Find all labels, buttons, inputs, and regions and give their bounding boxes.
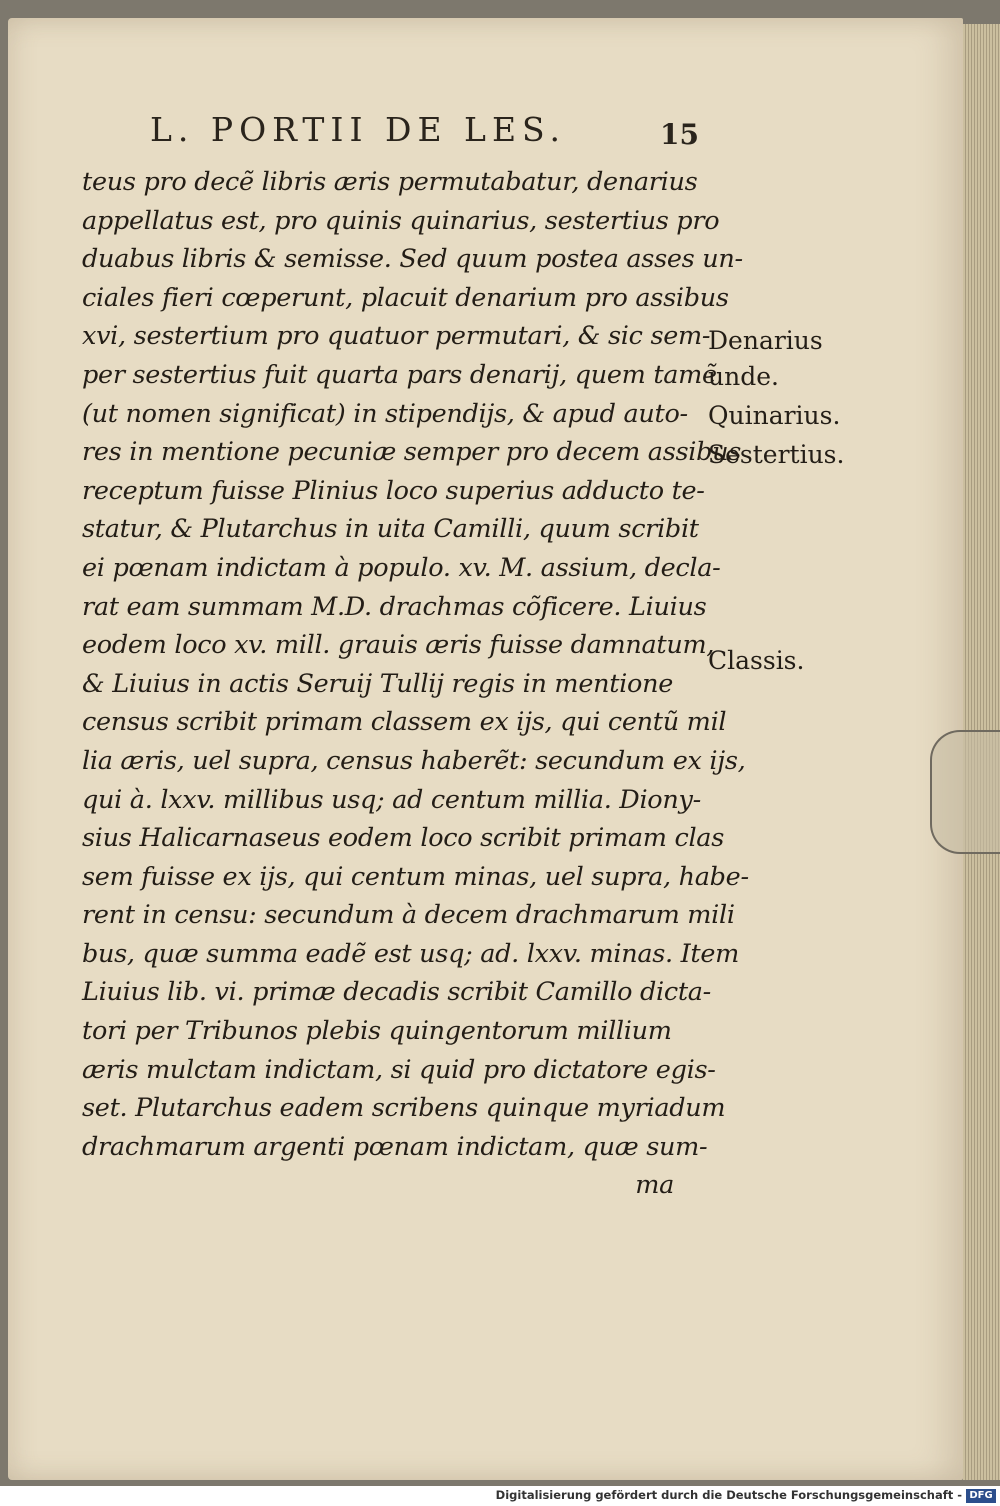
running-head: L. PORTII DE LES.	[150, 110, 566, 149]
text-line: bus, quæ summa eadẽ est usq; ad. lxxv. minas. Item	[82, 938, 740, 969]
text-line: Liuius lib. vi. primæ decadis scribit Camillo dicta-	[82, 977, 711, 1008]
catchword: ma	[635, 1170, 674, 1201]
text-line: drachmarum argenti pœnam indictam, quæ sum-	[82, 1131, 708, 1162]
text-line: & Liuius in actis Seruij Tullij regis in mentione	[82, 668, 674, 699]
text-line: per sestertius fuit quarta pars denarij, quem tamẽ	[82, 359, 717, 390]
folio-number: 15	[660, 118, 699, 151]
text-line: lia æris, uel supra, census haberẽt: secundum ex ijs,	[82, 745, 746, 776]
text-line: ciales fieri cœperunt, placuit denarium pro assibus	[82, 282, 729, 313]
text-line: set. Plutarchus eadem scribens quinque myriadum	[82, 1093, 726, 1124]
text-line: qui à. lxxv. millibus usq; ad centum millia. Diony-	[82, 784, 701, 815]
text-line: sius Halicarnaseus eodem loco scribit primam clas	[82, 823, 725, 854]
text-line: eodem loco xv. mill. grauis æris fuisse damnatum,	[82, 630, 715, 661]
text-line: rent in censu: secundum à decem drachmarum mili	[82, 900, 735, 931]
bookmark-tab	[930, 730, 1000, 854]
text-line: appellatus est, pro quinis quinarius, sestertius pro	[82, 205, 720, 236]
footer-credit: Digitalisierung gefördert durch die Deutsche Forschungsgemeinschaft -	[495, 1488, 962, 1502]
text-line: (ut nomen significat) in stipendijs, & apud auto-	[82, 398, 688, 429]
text-line: duabus libris & semisse. Sed quum postea asses un-	[82, 244, 743, 275]
margin-note-denarius: Denarius	[708, 326, 823, 355]
margin-note-sestertius: Sestertius.	[708, 440, 845, 469]
text-line: rat eam summam M.D. drachmas cõficere. Liuius	[82, 591, 707, 622]
dfg-logo: DFG	[966, 1489, 996, 1503]
text-line: sem fuisse ex ijs, qui centum minas, uel supra, habe-	[82, 861, 749, 892]
text-line: teus pro decẽ libris æris permutabatur, denarius	[82, 167, 698, 197]
text-line: æris mulctam indictam, si quid pro dictatore egis-	[82, 1054, 716, 1085]
margin-note-unde: unde.	[708, 362, 779, 391]
text-line: res in mentione pecuniæ semper pro decem assibus	[82, 437, 742, 468]
text-line: xvi, sestertium pro quatuor permutari, & sic sem-	[82, 321, 711, 352]
text-line: ei pœnam indictam à populo. xv. M. assium, decla-	[82, 552, 721, 583]
text-line: census scribit primam classem ex ijs, qui centũ mil	[82, 707, 727, 738]
text-line: tori per Tribunos plebis quingentorum millium	[82, 1016, 672, 1047]
text-line: receptum fuisse Plinius loco superius adducto te-	[82, 475, 705, 506]
margin-note-classis: Classis.	[708, 646, 805, 675]
margin-note-quinarius: Quinarius.	[708, 401, 841, 430]
text-line: statur, & Plutarchus in uita Camilli, quum scribit	[82, 514, 699, 545]
